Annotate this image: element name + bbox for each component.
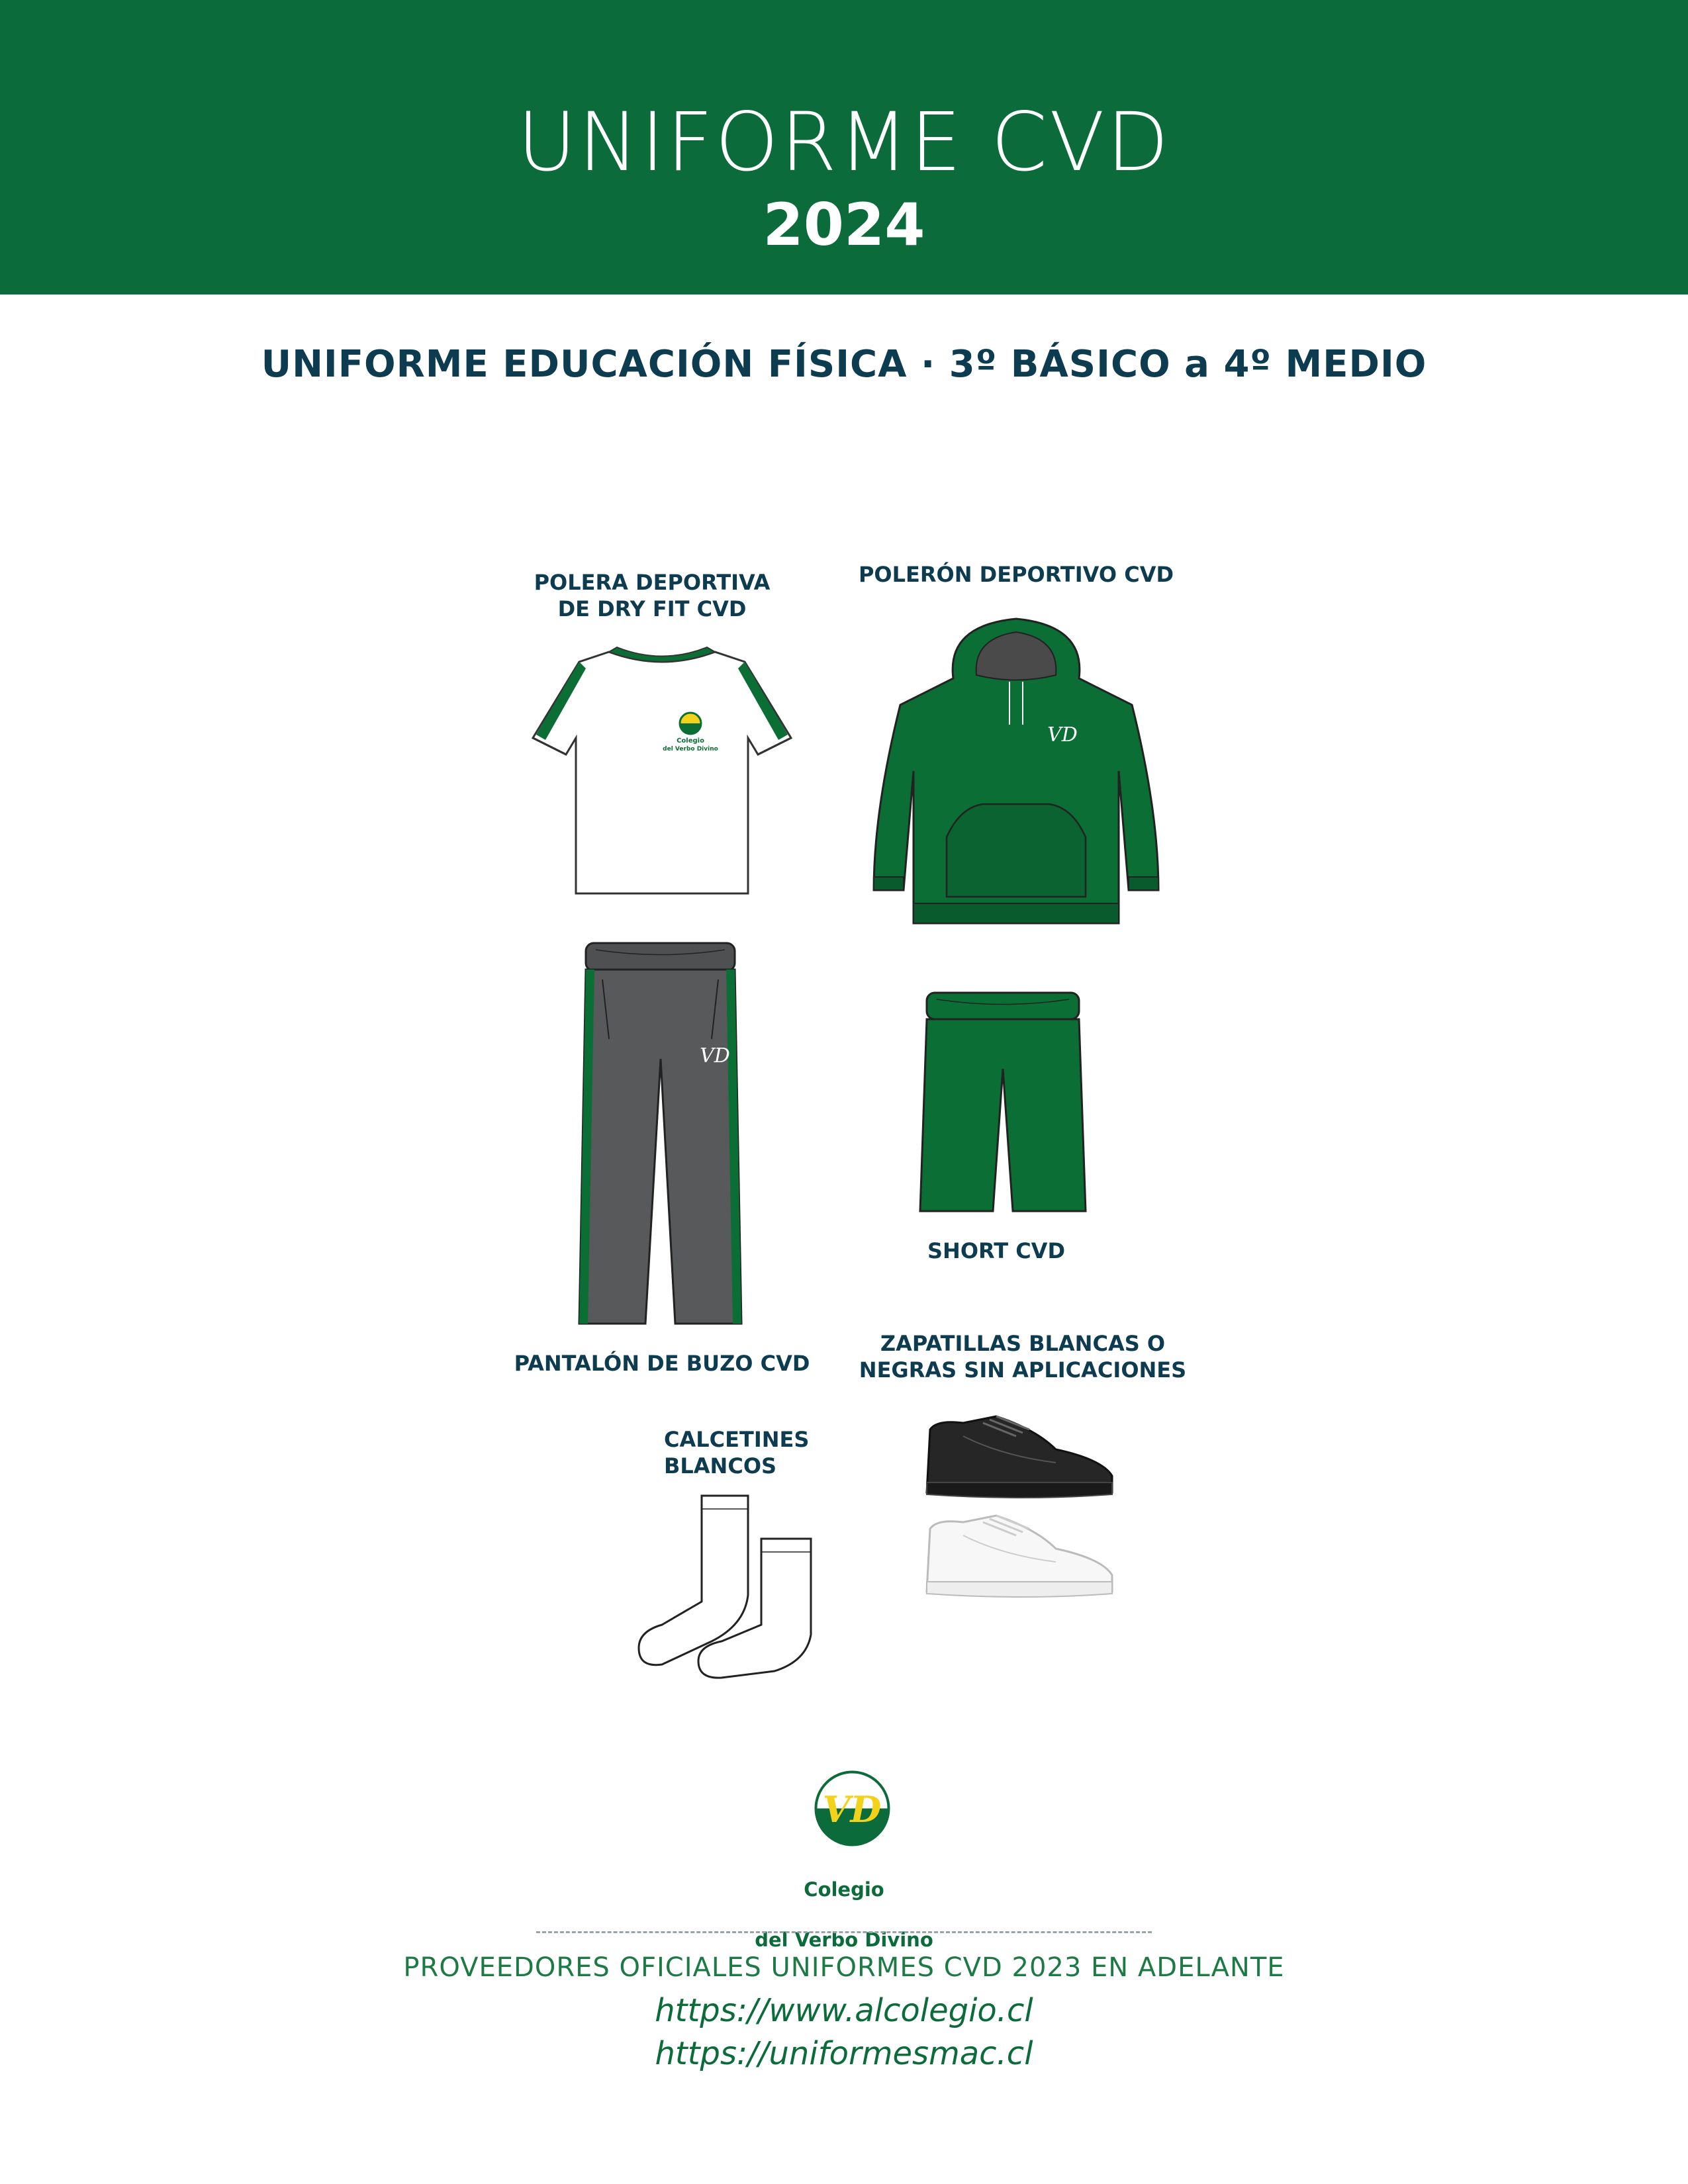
school-logo [814, 1770, 890, 1846]
logo-monogram: VD [822, 1788, 882, 1831]
pants-illustration [576, 940, 748, 1337]
tshirt-logo-line2: del Verbo Divino [663, 746, 718, 752]
page-title: UNIFORME CVD [517, 95, 1171, 189]
label-zapatillas: ZAPATILLAS BLANCAS O NEGRAS SIN APLICACIONES [859, 1331, 1187, 1383]
tshirt-logo-line1: Colegio [677, 737, 704, 745]
providers-text: PROVEEDORES OFICIALES UNIFORMES CVD 2023 EN ADELANTE [403, 1952, 1285, 1983]
pants-monogram: VD [700, 1044, 730, 1068]
label-poleron: POLERÓN DEPORTIVO CVD [858, 562, 1174, 587]
logo-line2: del Verbo Divino [755, 1929, 933, 1951]
logo-line1: Colegio [804, 1878, 884, 1901]
hoodie-illustration [867, 612, 1165, 936]
label-polera: POLERA DEPORTIVA DE DRY FIT CVD [534, 570, 771, 621]
black-sneaker-illustration [923, 1410, 1115, 1502]
white-sneaker-illustration [923, 1509, 1115, 1602]
provider-link-alcolegio[interactable]: https://www.alcolegio.cl [655, 1992, 1033, 2029]
label-pantalon: PANTALÓN DE BUZO CVD [514, 1351, 810, 1376]
section-subtitle: UNIFORME EDUCACIÓN FÍSICA · 3º BÁSICO a 4º MEDIO [261, 343, 1427, 386]
header-banner [0, 0, 1688, 295]
label-short: SHORT CVD [927, 1238, 1065, 1263]
label-calcetines: CALCETINES BLANCOS [664, 1427, 810, 1479]
tshirt-illustration [530, 642, 794, 903]
hoodie-monogram: VD [1047, 723, 1078, 747]
footer-divider [536, 1931, 1152, 1933]
shorts-illustration [914, 989, 1092, 1218]
socks-illustration [635, 1492, 821, 1681]
provider-link-uniformesmac[interactable]: https://uniformesmac.cl [655, 2035, 1033, 2072]
page-year: 2024 [763, 191, 925, 259]
